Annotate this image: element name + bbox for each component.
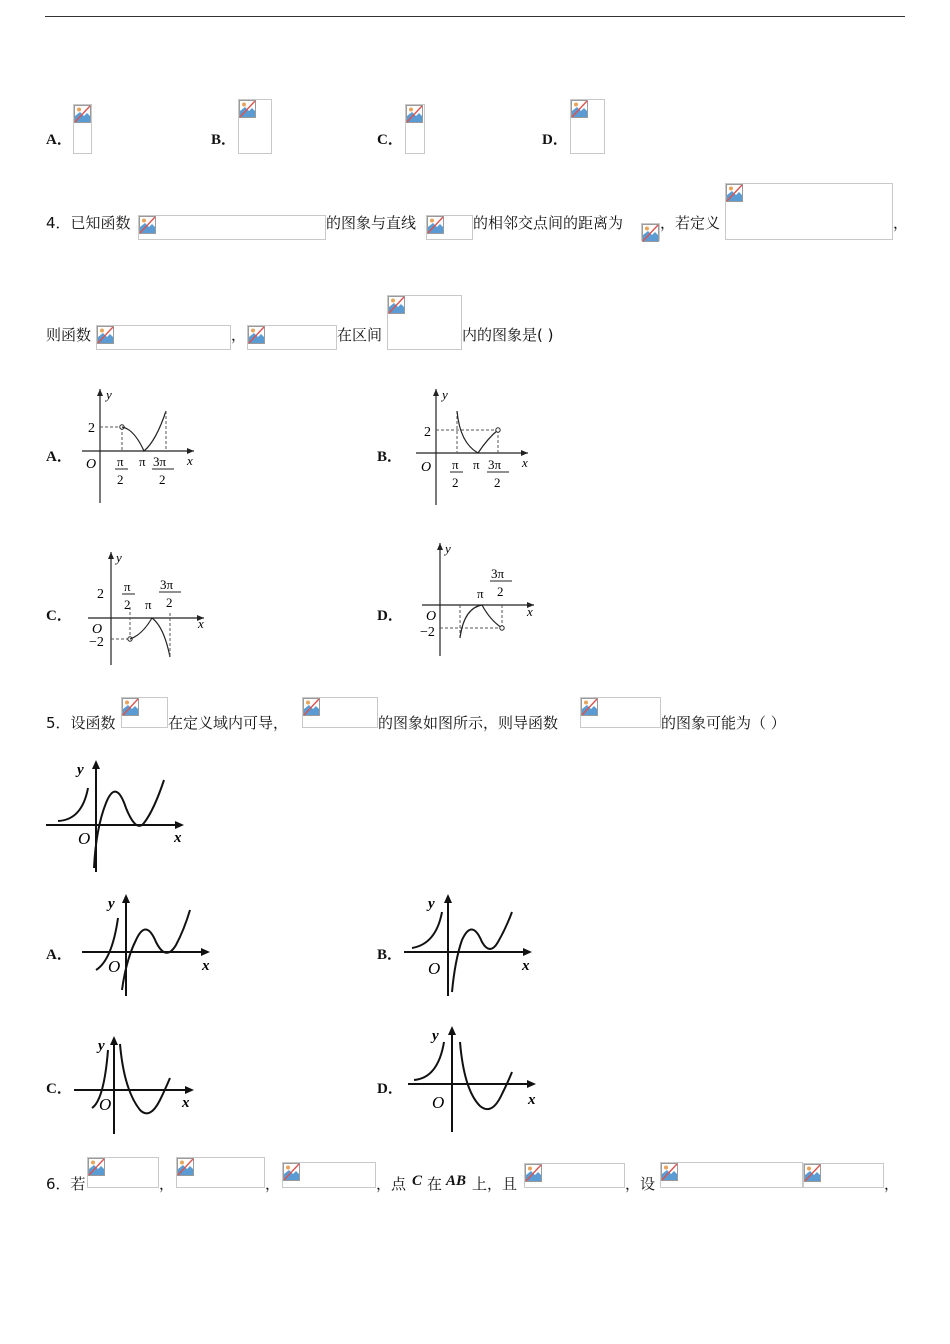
q4b-3pi-half-den: 2 <box>494 475 501 490</box>
broken-image-icon <box>283 1163 300 1181</box>
q4d-y-label: y <box>445 541 451 556</box>
q4-graph-b <box>408 383 538 508</box>
q5-text-1: 5．设函数 <box>46 714 116 732</box>
q4-definition-image <box>725 183 893 240</box>
q4-text-8: 在区间 <box>337 326 383 344</box>
broken-image-icon <box>661 1163 678 1181</box>
q5a-y-label: y <box>108 896 115 912</box>
q4b-3pi-half-num: 3π <box>488 457 502 472</box>
q5-derivative-image <box>580 697 661 728</box>
broken-image-icon <box>177 1158 194 1176</box>
q5-text-4: 的图象可能为（ ） <box>661 714 786 732</box>
q5-option-a-label: A． <box>46 947 72 963</box>
q3-option-a-image <box>73 104 92 154</box>
q5-curve-image <box>302 697 378 728</box>
q5-option-d-label: D． <box>377 1081 403 1097</box>
q4-domain-image <box>247 325 337 350</box>
broken-image-icon <box>74 105 91 123</box>
q5d-y-label: y <box>432 1028 439 1044</box>
q5d-origin-label: O <box>432 1093 445 1112</box>
q3-option-d-image <box>570 99 605 154</box>
broken-image-icon <box>427 216 444 234</box>
q4-text-3: 的相邻交点间的距离为 <box>473 214 624 232</box>
q4b-y2-label: 2 <box>424 425 431 440</box>
broken-image-icon <box>804 1164 821 1182</box>
q5a-x-label: x <box>202 958 210 974</box>
q4-distance-image <box>641 223 660 241</box>
q6-point-a-image <box>87 1157 159 1188</box>
q4a-pi-half-den: 2 <box>117 472 124 487</box>
q4c-pi-label: π <box>145 597 152 612</box>
broken-image-icon <box>726 184 743 202</box>
q5-graph-d <box>404 1020 544 1138</box>
q5a-origin-label: O <box>108 957 121 976</box>
broken-image-icon <box>388 296 405 314</box>
q4a-y2-label: 2 <box>88 421 95 436</box>
q4-option-c-label: C． <box>46 608 72 624</box>
q5-main-y-label: y <box>77 762 84 778</box>
q4-function-image <box>138 215 326 240</box>
q4a-pi-half-num: π <box>117 454 124 469</box>
broken-image-icon <box>581 698 598 716</box>
q4b-pi-label: π <box>473 457 480 472</box>
q5-main-graph <box>44 758 189 876</box>
q5d-x-label: x <box>528 1092 536 1108</box>
q3-option-b-image <box>238 99 272 154</box>
q4-text-6: 则函数 <box>46 326 92 344</box>
broken-image-icon <box>88 1158 105 1176</box>
q3-option-c-label: C． <box>377 132 403 148</box>
broken-image-icon <box>303 698 320 716</box>
broken-image-icon <box>525 1164 542 1182</box>
q6-segment-ab: AB <box>446 1173 467 1189</box>
q4b-pi-half-num: π <box>452 457 459 472</box>
q5-graph-b <box>400 890 540 1000</box>
q5b-x-label: x <box>522 958 530 974</box>
q6-vector-image <box>660 1162 803 1188</box>
q6-expression-image <box>803 1163 884 1188</box>
q4d-origin-label: O <box>426 609 437 624</box>
q5-function-image <box>121 697 168 728</box>
q4c-3pi-half-den: 2 <box>166 595 173 610</box>
q4-text-9: 内的图象是( ) <box>462 326 554 344</box>
q4a-3pi-half-den: 2 <box>159 472 166 487</box>
broken-image-icon <box>248 326 265 344</box>
q4c-yneg2-label: −2 <box>89 635 104 650</box>
q4-text-2: 的图象与直线 <box>326 214 417 232</box>
q6-text-1: 6．若 <box>46 1175 86 1193</box>
q4-interval-image <box>387 295 462 350</box>
q5-option-c-label: C． <box>46 1081 72 1097</box>
q4a-x-label: x <box>187 453 193 468</box>
q5c-x-label: x <box>182 1095 190 1111</box>
q6-ratio-image <box>524 1163 625 1188</box>
q5-graph-a <box>78 890 218 1000</box>
q3-option-b-label: B． <box>211 132 237 148</box>
q5c-origin-label: O <box>99 1095 112 1114</box>
broken-image-icon <box>122 698 139 716</box>
broken-image-icon <box>406 105 423 123</box>
broken-image-icon <box>642 224 659 242</box>
q4d-pi-label: π <box>477 586 484 601</box>
q4c-3pi-half-num: 3π <box>160 577 174 592</box>
broken-image-icon <box>97 326 114 344</box>
q5-text-3: 的图象如图所示，则导函数 <box>378 714 559 732</box>
q4d-yneg2-label: −2 <box>420 625 435 640</box>
q4-graph-a <box>74 383 204 508</box>
q4a-y-label: y <box>106 387 112 402</box>
top-rule <box>45 16 905 17</box>
q4c-x-label: x <box>198 616 204 631</box>
q4c-pi-half-den: 2 <box>124 597 131 612</box>
q4-text-1: 4．已知函数 <box>46 214 131 232</box>
q4-option-a-label: A． <box>46 449 72 465</box>
q4b-x-label: x <box>522 455 528 470</box>
q4a-3pi-half-num: 3π <box>153 454 167 469</box>
q4a-origin-label: O <box>86 457 97 472</box>
q6-comma-1: ， <box>159 1175 175 1193</box>
q5-main-origin-label: O <box>78 829 91 848</box>
q4c-y2-label: 2 <box>97 587 104 602</box>
q4b-pi-half-den: 2 <box>452 475 459 490</box>
q5-text-2: 在定义域内可导， <box>168 714 289 732</box>
q4b-origin-label: O <box>421 460 432 475</box>
q3-option-c-image <box>405 104 425 154</box>
q3-option-d-label: D． <box>542 132 568 148</box>
q6-text-4: 在 <box>427 1175 443 1193</box>
broken-image-icon <box>239 100 256 118</box>
q5b-origin-label: O <box>428 959 441 978</box>
q4-line-image <box>426 215 473 240</box>
q4-graph-c <box>80 547 215 672</box>
q6-comma-2: ， <box>265 1175 281 1193</box>
q6-text-6: 上，且 <box>472 1175 518 1193</box>
q4-composite-function-image <box>96 325 231 350</box>
q4-text-4: ，若定义 <box>660 214 721 232</box>
q4d-3pi-half-den: 2 <box>497 584 504 599</box>
q5-main-x-label: x <box>174 830 182 846</box>
q6-text-7: ，设 <box>625 1175 656 1193</box>
q4b-y-label: y <box>442 387 448 402</box>
q6-point-c: C <box>412 1173 423 1189</box>
q5-graph-c <box>72 1030 202 1140</box>
q4-option-b-label: B． <box>377 449 403 465</box>
q4-text-7: ， <box>231 326 247 344</box>
q4a-pi-label: π <box>139 454 146 469</box>
q4-option-d-label: D． <box>377 608 403 624</box>
q5-option-b-label: B． <box>377 947 403 963</box>
q6-point-o-image <box>282 1162 376 1188</box>
q4c-y-label: y <box>116 550 122 565</box>
q5c-y-label: y <box>98 1038 105 1054</box>
q6-point-b-image <box>176 1157 265 1188</box>
q4c-origin-label: O <box>92 622 103 637</box>
q5b-y-label: y <box>428 896 435 912</box>
q4-graph-d <box>414 538 544 663</box>
q4d-x-label: x <box>527 604 533 619</box>
broken-image-icon <box>139 216 156 234</box>
q4-text-5: ， <box>893 214 909 232</box>
q4d-3pi-half-num: 3π <box>491 566 505 581</box>
q3-option-a-label: A． <box>46 132 72 148</box>
q4c-pi-half-num: π <box>124 579 131 594</box>
broken-image-icon <box>571 100 588 118</box>
q6-text-8: ， <box>884 1175 900 1193</box>
q6-text-2: ，点 <box>376 1175 407 1193</box>
